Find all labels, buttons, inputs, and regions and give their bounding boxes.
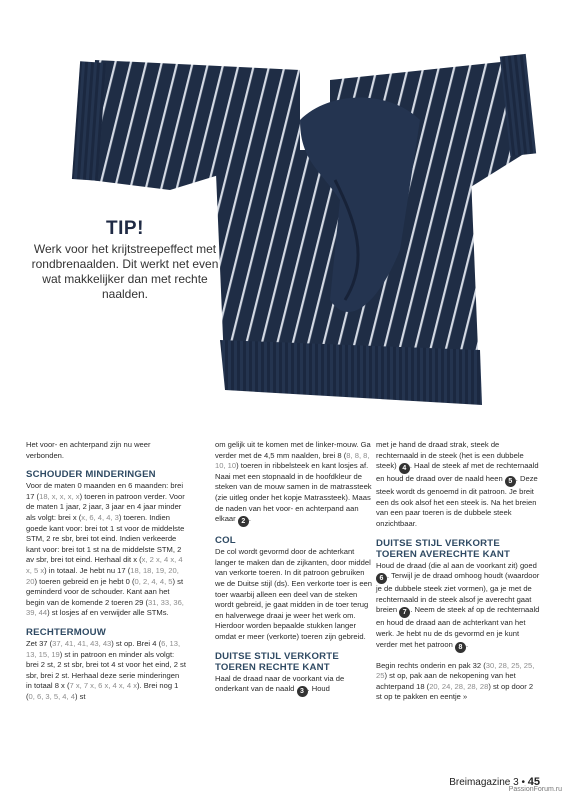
column-2 [215, 440, 375, 705]
ds-paragraph: met je hand de draad strak, steek de rechternaald in de steek (het is een dubbele steek) 4 . Haal de steek af met de rechternaald en houd de draad over de naald heen 5 . Deze steek wordt ds genoemd in dit patroon. Je breit een ds ook alsof het een steek is. Na het breien van een paar toeren is de dubbele steek onzichtbaar. [376, 440, 539, 528]
schouder-paragraph: Voor de maten 0 maanden en 6 maanden: brei 17 (18, x, x, x, x) toeren in patroon verder. Voor de maten 1 jaar, 2 jaar, 3 jaar en 4 jaar minder als volgt: brei x (x, 6, 4, 4, 3) toeren. Indien goede kant voor: brei tot 1 st voor de middelste STM, 2 re sbr, brei tot eind. Indien verkeerde kant voor: brei tot 1 st na de middelste STM, 2 av sbr, brei tot eind. Herhaal dit x (x, 2 x, 4 x, 4 x, 5 x) in totaal. Je hebt nu 17 (18, 18, 19, 20, 20) toeren gebreid en je hebt 0 (0, 2, 4, 4, 5) st geminderd voor de schouder. Kant aan het begin van de komende 2 toeren 29 (31, 33, 36, 39, 44) st losjes af en verwijder alle STMs. [26, 481, 185, 618]
heading-duitse-averechte: DUITSE STIJL VERKORTE TOEREN AVERECHTE KANT [376, 537, 511, 560]
mouw-paragraph: om gelijk uit te komen met de linker-mouw. Ga verder met de 4,5 mm naalden, brei 8 (8, 8, 8, 10, 10) toeren in ribbelsteek en kant losjes af. Naai met een stopnaald in de hoofdkleur de steken van de mouw samen in de matrassteek (zie uitleg onder het kopje Matrassteek). Maas de naden van het voor- en achterpand aan elkaar 2 . [215, 440, 372, 526]
heading-col: COL [215, 535, 236, 547]
column-3 [376, 440, 540, 711]
col-paragraph: De col wordt gevormd door de achterkant langer te maken dan de zijkanten, door middel van verkorte toeren. In dit patroon gebruiken we de Duitse stijl (ds). Een verkorte toer is een toer waarbij alleen een deel van de steken wordt gebreid, je gaat midden in de toer terug en halverwege draai je weer het werk om. Hierdoor worden bepaalde stukken langer omdat er meer (verkorte) toeren zijn gebreid. [215, 547, 373, 641]
footer-bullet: • [521, 777, 525, 788]
heading-duitse-rechte: DUITSE STIJL VERKORTE TOEREN RECHTE KANT [215, 650, 339, 673]
column-1 [26, 440, 186, 710]
tip-box [30, 218, 220, 302]
tip-body: Werk voor het krijtstreepeffect met rondbrenaalden. Dit werkt net even wat makkelijker dan met rechte naalden. [31, 242, 219, 301]
magazine-name: Breimagazine 3 [449, 777, 519, 788]
step-number-5: 5 [505, 476, 516, 487]
step-number-7: 7 [399, 607, 410, 618]
intro-paragraph: Het voor- en achterpand zijn nu weer verbonden. [26, 440, 151, 460]
tip-title: TIP! [106, 218, 144, 239]
heading-rechtermouw: RECHTERMOUW [26, 626, 107, 638]
heading-schouder-minderingen: SCHOUDER MINDERINGEN [26, 469, 156, 481]
step-number-8: 8 [455, 642, 466, 653]
duitse-averechte-paragraph: Houd de draad (die al aan de voorkant zit) goed 6 . Terwijl je de draad omhoog houdt (waardoor je de dubbele steek ziet vormen), ga je met de rechternaald in de steek alsof je averecht gaat breien 7 . Neem de steek af op de rechternaald en houd de draad aan de achterkant van het werk. Je hebt nu de ds gevormd en je kunt verder met het patroon 8 . [376, 560, 540, 651]
page-number: 45 [527, 776, 540, 788]
continue-arrow-icon: » [462, 692, 468, 702]
rechtermouw-paragraph: Zet 37 (37, 41, 41, 43, 43) st op. Brei 4 (6, 13, 13, 15, 19) st in patroon en minder als volgt: brei 2 st, 2 st sbr, brei tot 4 st voor het eind, 2 st sbr, brei 2 st. Herhaal deze serie minderingen in totaal 8 x (7 x, 7 x, 6 x, 4 x, 4 x). Brei nog 1 (0, 6, 3, 5, 4, 4) st [26, 638, 186, 701]
duitse-rechte-paragraph: Haal de draad naar de voorkant via de onderkant van de naald 3 . Houd [215, 673, 345, 696]
watermark: PassionForum.ru [508, 786, 562, 793]
begin-paragraph: Begin rechts onderin en pak 32 (30, 28, 25, 25, 25) st op, pak aan de nekopening van het achterpand 18 (20, 24, 28, 28, 28) st op door 2 st op te pakken en eentje » [376, 660, 535, 702]
step-number-6: 6 [376, 573, 387, 584]
step-number-4: 4 [399, 463, 410, 474]
step-number-3: 3 [297, 686, 308, 697]
step-number-2: 2 [238, 516, 249, 527]
